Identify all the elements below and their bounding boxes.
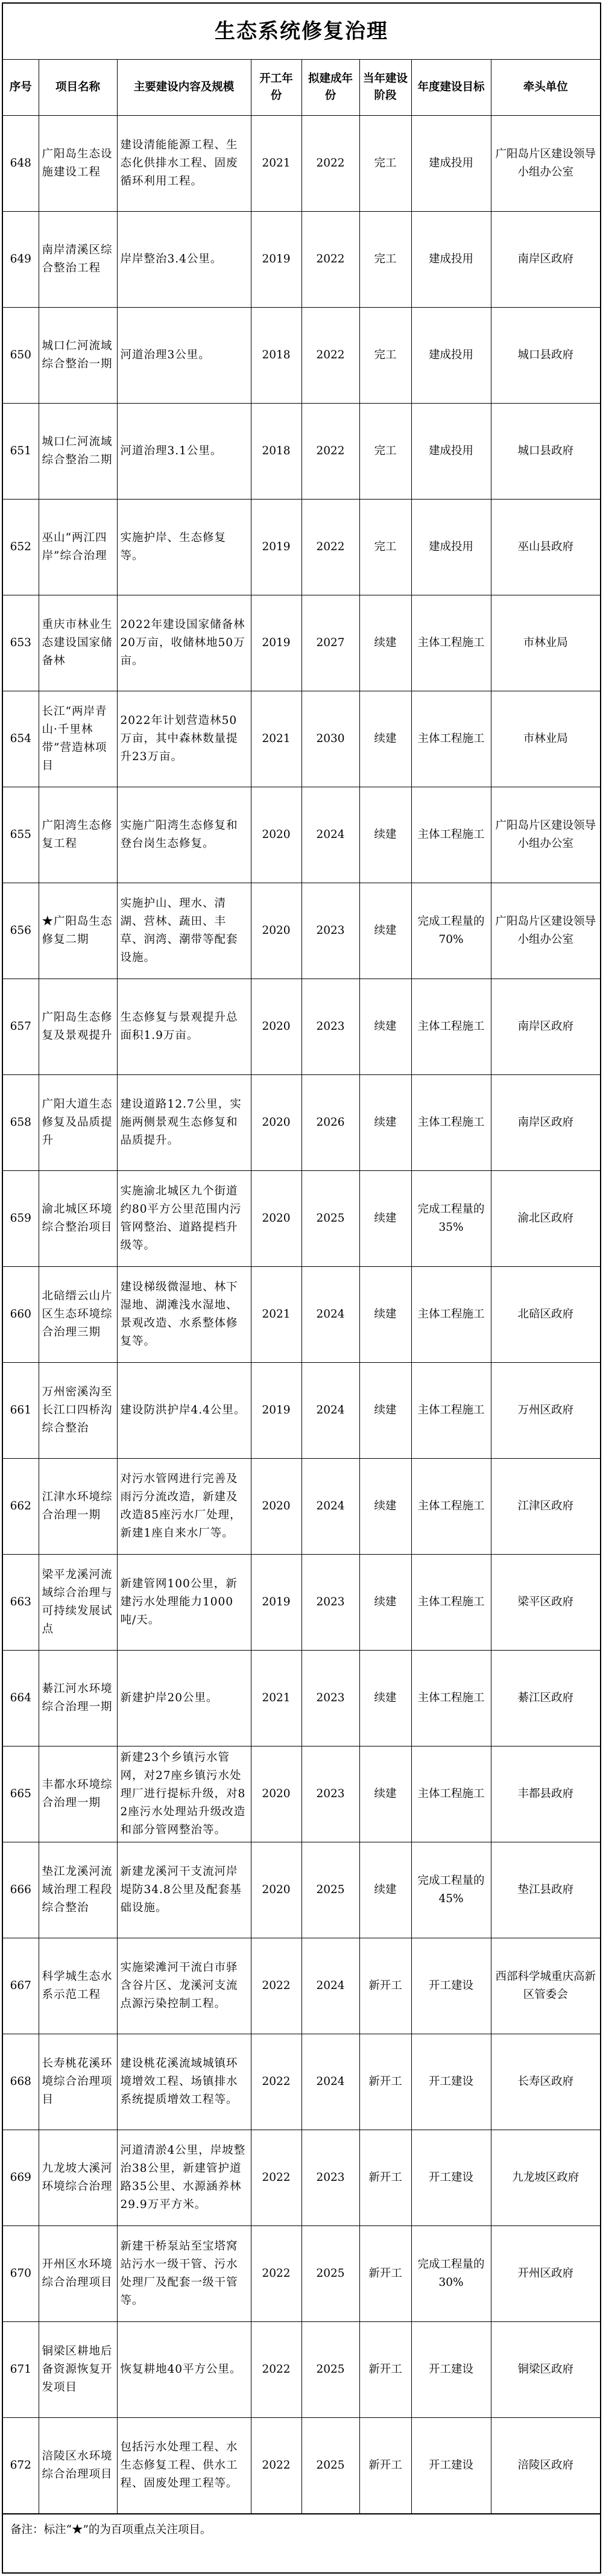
header-content: 主要建设内容及规模 (117, 60, 251, 116)
cell-project-name: 江津水环境综合治理一期 (39, 1459, 117, 1555)
cell-start-year: 2021 (251, 691, 302, 787)
cell-start-year: 2020 (251, 1171, 302, 1267)
cell-lead-unit: 渝北区政府 (491, 1171, 600, 1267)
cell-goal: 主体工程施工 (411, 1459, 491, 1555)
cell-goal: 建成投用 (411, 212, 491, 308)
cell-goal: 主体工程施工 (411, 595, 491, 691)
cell-stage: 完工 (359, 116, 411, 212)
table-row (3, 883, 600, 979)
cell-end-year: 2023 (302, 883, 359, 979)
table-row (3, 1171, 600, 1267)
cell-project-name: ★广阳岛生态修复二期 (39, 883, 117, 979)
cell-start-year: 2022 (251, 2418, 302, 2514)
cell-goal: 建成投用 (411, 404, 491, 500)
cell-no: 667 (3, 1938, 39, 2034)
table-row (3, 500, 600, 595)
cell-start-year: 2021 (251, 1651, 302, 1746)
table-row (3, 1555, 600, 1651)
cell-stage: 续建 (359, 1842, 411, 1938)
cell-end-year: 2027 (302, 595, 359, 691)
cell-project-name: 长江“两岸青山·千里林带”营造林项目 (39, 691, 117, 787)
cell-lead-unit: 万州区政府 (491, 1363, 600, 1459)
cell-project-name: 广阳岛生态设施建设工程 (39, 116, 117, 212)
cell-lead-unit: 开州区政府 (491, 2226, 600, 2322)
cell-no: 672 (3, 2418, 39, 2514)
cell-lead-unit: 涪陵区政府 (491, 2418, 600, 2514)
cell-goal: 开工建设 (411, 2418, 491, 2514)
header-stage: 当年建设阶段 (359, 60, 411, 116)
cell-goal: 主体工程施工 (411, 691, 491, 787)
cell-stage: 续建 (359, 1746, 411, 1842)
cell-stage: 续建 (359, 979, 411, 1075)
header-lead: 牵头单位 (491, 60, 600, 116)
cell-end-year: 2022 (302, 308, 359, 404)
table-row (3, 404, 600, 500)
cell-content: 岸岸整治3.4公里。 (117, 212, 251, 308)
cell-start-year: 2020 (251, 979, 302, 1075)
table-row (3, 212, 600, 308)
cell-project-name: 广阳湾生态修复工程 (39, 787, 117, 883)
cell-project-name: 涪陵区水环境综合治理项目 (39, 2418, 117, 2514)
cell-no: 658 (3, 1075, 39, 1171)
table-row (3, 2418, 600, 2514)
table-row (3, 595, 600, 691)
table-row (3, 2130, 600, 2226)
cell-goal: 开工建设 (411, 1938, 491, 2034)
cell-goal: 完成工程量的30% (411, 2226, 491, 2322)
cell-goal: 完成工程量的70% (411, 883, 491, 979)
cell-stage: 续建 (359, 691, 411, 787)
cell-no: 663 (3, 1555, 39, 1651)
cell-no: 649 (3, 212, 39, 308)
cell-lead-unit: 梁平区政府 (491, 1555, 600, 1651)
cell-start-year: 2021 (251, 116, 302, 212)
cell-goal: 完成工程量的45% (411, 1842, 491, 1938)
cell-content: 建设清能能源工程、生态化供排水工程、固废循环利用工程。 (117, 116, 251, 212)
cell-no: 664 (3, 1651, 39, 1746)
cell-no: 650 (3, 308, 39, 404)
cell-project-name: 万州密溪沟至长江口四桥沟综合整治 (39, 1363, 117, 1459)
cell-end-year: 2024 (302, 1938, 359, 2034)
cell-project-name: 綦江河水环境综合治理一期 (39, 1651, 117, 1746)
cell-stage: 新开工 (359, 2226, 411, 2322)
cell-stage: 完工 (359, 212, 411, 308)
cell-lead-unit: 市林业局 (491, 691, 600, 787)
cell-stage: 续建 (359, 883, 411, 979)
cell-goal: 主体工程施工 (411, 979, 491, 1075)
table-row (3, 1938, 600, 2034)
cell-goal: 主体工程施工 (411, 1267, 491, 1363)
cell-goal: 完成工程量的35% (411, 1171, 491, 1267)
cell-lead-unit: 綦江区政府 (491, 1651, 600, 1746)
cell-end-year: 2024 (302, 787, 359, 883)
header-row (3, 60, 600, 116)
cell-content: 实施广阳湾生态修复和登台岗生态修复。 (117, 787, 251, 883)
table-row (3, 1075, 600, 1171)
cell-start-year: 2020 (251, 883, 302, 979)
cell-content: 新建管网100公里，新建污水处理能力1000吨/天。 (117, 1555, 251, 1651)
cell-content: 实施渝北城区九个街道约80平方公里范围内污管网整治、道路提档升级等。 (117, 1171, 251, 1267)
cell-start-year: 2018 (251, 404, 302, 500)
cell-lead-unit: 市林业局 (491, 595, 600, 691)
cell-project-name: 丰都水环境综合治理一期 (39, 1746, 117, 1842)
cell-lead-unit: 南岸区政府 (491, 979, 600, 1075)
cell-no: 651 (3, 404, 39, 500)
cell-goal: 建成投用 (411, 308, 491, 404)
cell-no: 662 (3, 1459, 39, 1555)
cell-project-name: 广阳岛生态修复及景观提升 (39, 979, 117, 1075)
cell-content: 建设桃花溪流域城镇环境增效工程、场镇排水系统提质增效工程等。 (117, 2034, 251, 2130)
cell-content: 2022年建设国家储备林20万亩，收储林地50万亩。 (117, 595, 251, 691)
cell-content: 建设道路12.7公里，实施两侧景观生态修复和品质提升。 (117, 1075, 251, 1171)
cell-start-year: 2020 (251, 787, 302, 883)
cell-start-year: 2022 (251, 2034, 302, 2130)
cell-no: 668 (3, 2034, 39, 2130)
cell-no: 660 (3, 1267, 39, 1363)
cell-lead-unit: 广阳岛片区建设领导小组办公室 (491, 883, 600, 979)
cell-lead-unit: 广阳岛片区建设领导小组办公室 (491, 787, 600, 883)
table-row (3, 2322, 600, 2418)
cell-lead-unit: 南岸区政府 (491, 212, 600, 308)
cell-stage: 续建 (359, 1555, 411, 1651)
header-name: 项目名称 (39, 60, 117, 116)
table-row (3, 691, 600, 787)
cell-content: 河道治理3.1公里。 (117, 404, 251, 500)
cell-project-name: 渝北城区环境综合整治项目 (39, 1171, 117, 1267)
cell-no: 657 (3, 979, 39, 1075)
cell-stage: 完工 (359, 308, 411, 404)
cell-goal: 主体工程施工 (411, 1746, 491, 1842)
cell-project-name: 铜梁区耕地后备资源恢复开发项目 (39, 2322, 117, 2418)
cell-project-name: 北碚缙云山片区生态环境综合治理三期 (39, 1267, 117, 1363)
cell-end-year: 2023 (302, 979, 359, 1075)
footnote: 备注：标注“★”的为百项重点关注项目。 (3, 2514, 600, 2546)
cell-end-year: 2023 (302, 2130, 359, 2226)
cell-end-year: 2025 (302, 1842, 359, 1938)
cell-lead-unit: 北碚区政府 (491, 1267, 600, 1363)
cell-no: 661 (3, 1363, 39, 1459)
cell-no: 671 (3, 2322, 39, 2418)
cell-no: 653 (3, 595, 39, 691)
cell-content: 建设梯级微湿地、林下湿地、湖滩浅水湿地、景观改造、水系整体修复等。 (117, 1267, 251, 1363)
cell-content: 实施护岸、生态修复等。 (117, 500, 251, 595)
cell-stage: 续建 (359, 1267, 411, 1363)
cell-end-year: 2026 (302, 1075, 359, 1171)
cell-no: 665 (3, 1746, 39, 1842)
cell-start-year: 2018 (251, 308, 302, 404)
cell-content: 对污水管网进行完善及雨污分流改造，新建及改造85座污水厂处理，新建1座自来水厂等。 (117, 1459, 251, 1555)
cell-project-name: 巫山“两江四岸”综合治理 (39, 500, 117, 595)
cell-content: 新建护岸20公里。 (117, 1651, 251, 1746)
cell-stage: 新开工 (359, 2322, 411, 2418)
cell-lead-unit: 长寿区政府 (491, 2034, 600, 2130)
cell-project-name: 城口仁河流域综合整治一期 (39, 308, 117, 404)
cell-start-year: 2020 (251, 1459, 302, 1555)
cell-project-name: 重庆市林业生态建设国家储备林 (39, 595, 117, 691)
table-row (3, 308, 600, 404)
cell-project-name: 城口仁河流域综合整治二期 (39, 404, 117, 500)
cell-end-year: 2022 (302, 116, 359, 212)
document (2, 2, 601, 2574)
cell-goal: 主体工程施工 (411, 1555, 491, 1651)
cell-start-year: 2019 (251, 1555, 302, 1651)
cell-goal: 开工建设 (411, 2034, 491, 2130)
cell-end-year: 2022 (302, 212, 359, 308)
cell-project-name: 科学城生态水系示范工程 (39, 1938, 117, 2034)
cell-content: 生态修复与景观提升总面积1.9万亩。 (117, 979, 251, 1075)
cell-lead-unit: 广阳岛片区建设领导小组办公室 (491, 116, 600, 212)
cell-start-year: 2019 (251, 212, 302, 308)
cell-content: 恢复耕地40平方公里。 (117, 2322, 251, 2418)
cell-stage: 新开工 (359, 2130, 411, 2226)
cell-stage: 续建 (359, 1171, 411, 1267)
cell-content: 河道清淤4公里，岸坡整治38公里，新建管护道路35公里、水源涵养林29.9万平方米。 (117, 2130, 251, 2226)
cell-project-name: 开州区水环境综合治理项目 (39, 2226, 117, 2322)
cell-lead-unit: 铜梁区政府 (491, 2322, 600, 2418)
project-table (3, 60, 600, 2514)
cell-content: 实施梁滩河干流白市驿含谷片区、龙溪河支流点源污染控制工程。 (117, 1938, 251, 2034)
table-row (3, 1363, 600, 1459)
cell-start-year: 2022 (251, 1938, 302, 2034)
cell-end-year: 2022 (302, 404, 359, 500)
header-end: 拟建成年份 (302, 60, 359, 116)
cell-start-year: 2022 (251, 2322, 302, 2418)
cell-stage: 续建 (359, 1363, 411, 1459)
header-no: 序号 (3, 60, 39, 116)
cell-stage: 新开工 (359, 1938, 411, 2034)
cell-no: 659 (3, 1171, 39, 1267)
cell-end-year: 2023 (302, 1555, 359, 1651)
cell-end-year: 2024 (302, 2034, 359, 2130)
table-row (3, 2226, 600, 2322)
table-row (3, 1746, 600, 1842)
cell-lead-unit: 南岸区政府 (491, 1075, 600, 1171)
cell-end-year: 2025 (302, 1171, 359, 1267)
cell-end-year: 2025 (302, 2418, 359, 2514)
cell-start-year: 2022 (251, 2130, 302, 2226)
table-row (3, 1459, 600, 1555)
cell-start-year: 2021 (251, 1267, 302, 1363)
header-goal: 年度建设目标 (411, 60, 491, 116)
cell-end-year: 2023 (302, 1746, 359, 1842)
cell-no: 654 (3, 691, 39, 787)
cell-lead-unit: 九龙坡区政府 (491, 2130, 600, 2226)
cell-project-name: 南岸清溪区综合整治工程 (39, 212, 117, 308)
table-row (3, 1267, 600, 1363)
cell-start-year: 2019 (251, 595, 302, 691)
table-row (3, 2034, 600, 2130)
cell-goal: 主体工程施工 (411, 1075, 491, 1171)
cell-content: 2022年计划营造林50万亩，其中森林数量提升23万亩。 (117, 691, 251, 787)
cell-content: 实施护山、理水、清湖、营林、蔬田、丰草、润湾、潮带等配套设施。 (117, 883, 251, 979)
cell-lead-unit: 西部科学城重庆高新区管委会 (491, 1938, 600, 2034)
cell-lead-unit: 城口县政府 (491, 308, 600, 404)
cell-stage: 续建 (359, 1459, 411, 1555)
cell-content: 建设防洪护岸4.4公里。 (117, 1363, 251, 1459)
cell-goal: 主体工程施工 (411, 1363, 491, 1459)
cell-no: 670 (3, 2226, 39, 2322)
cell-no: 648 (3, 116, 39, 212)
cell-goal: 建成投用 (411, 500, 491, 595)
cell-content: 新建23个乡镇污水管网，对27座乡镇污水处理厂进行提标升级，对82座污水处理站升级改造和部分管网整治等。 (117, 1746, 251, 1842)
cell-project-name: 广阳大道生态修复及品质提升 (39, 1075, 117, 1171)
cell-content: 包括污水处理工程、水生态修复工程、供水工程、固废处理工程等。 (117, 2418, 251, 2514)
cell-goal: 主体工程施工 (411, 1651, 491, 1746)
cell-no: 656 (3, 883, 39, 979)
cell-stage: 新开工 (359, 2034, 411, 2130)
cell-start-year: 2019 (251, 500, 302, 595)
cell-end-year: 2024 (302, 1459, 359, 1555)
table-row (3, 1842, 600, 1938)
cell-end-year: 2024 (302, 1363, 359, 1459)
cell-stage: 续建 (359, 787, 411, 883)
cell-stage: 续建 (359, 1651, 411, 1746)
cell-stage: 新开工 (359, 2418, 411, 2514)
cell-content: 新建龙溪河干支流河岸堤防34.8公里及配套基础设施。 (117, 1842, 251, 1938)
cell-stage: 续建 (359, 595, 411, 691)
cell-stage: 完工 (359, 500, 411, 595)
cell-start-year: 2020 (251, 1842, 302, 1938)
table-row (3, 1651, 600, 1746)
cell-goal: 开工建设 (411, 2130, 491, 2226)
cell-no: 652 (3, 500, 39, 595)
cell-end-year: 2022 (302, 500, 359, 595)
cell-lead-unit: 垫江县政府 (491, 1842, 600, 1938)
cell-start-year: 2019 (251, 1363, 302, 1459)
page-title: 生态系统修复治理 (3, 4, 600, 60)
cell-goal: 开工建设 (411, 2322, 491, 2418)
cell-start-year: 2022 (251, 2226, 302, 2322)
cell-goal: 建成投用 (411, 116, 491, 212)
table-row (3, 787, 600, 883)
cell-project-name: 垫江龙溪河流域治理工程段综合整治 (39, 1842, 117, 1938)
cell-lead-unit: 丰都县政府 (491, 1746, 600, 1842)
cell-end-year: 2025 (302, 2322, 359, 2418)
cell-start-year: 2020 (251, 1746, 302, 1842)
cell-goal: 主体工程施工 (411, 787, 491, 883)
cell-stage: 续建 (359, 1075, 411, 1171)
cell-project-name: 长寿桃花溪环境综合治理项目 (39, 2034, 117, 2130)
cell-lead-unit: 江津区政府 (491, 1459, 600, 1555)
cell-content: 河道治理3公里。 (117, 308, 251, 404)
cell-end-year: 2024 (302, 1267, 359, 1363)
cell-stage: 完工 (359, 404, 411, 500)
table-row (3, 979, 600, 1075)
cell-end-year: 2023 (302, 1651, 359, 1746)
cell-no: 666 (3, 1842, 39, 1938)
cell-project-name: 九龙坡大溪河环境综合治理 (39, 2130, 117, 2226)
cell-no: 655 (3, 787, 39, 883)
cell-end-year: 2025 (302, 2226, 359, 2322)
cell-content: 新建干桥泵站至宝塔窝站污水一级干管、污水处理厂及配套一级干管等。 (117, 2226, 251, 2322)
cell-lead-unit: 巫山县政府 (491, 500, 600, 595)
cell-no: 669 (3, 2130, 39, 2226)
cell-project-name: 梁平龙溪河流域综合治理与可持续发展试点 (39, 1555, 117, 1651)
cell-start-year: 2020 (251, 1075, 302, 1171)
cell-end-year: 2030 (302, 691, 359, 787)
table-row (3, 116, 600, 212)
header-start: 开工年份 (251, 60, 302, 116)
cell-lead-unit: 城口县政府 (491, 404, 600, 500)
